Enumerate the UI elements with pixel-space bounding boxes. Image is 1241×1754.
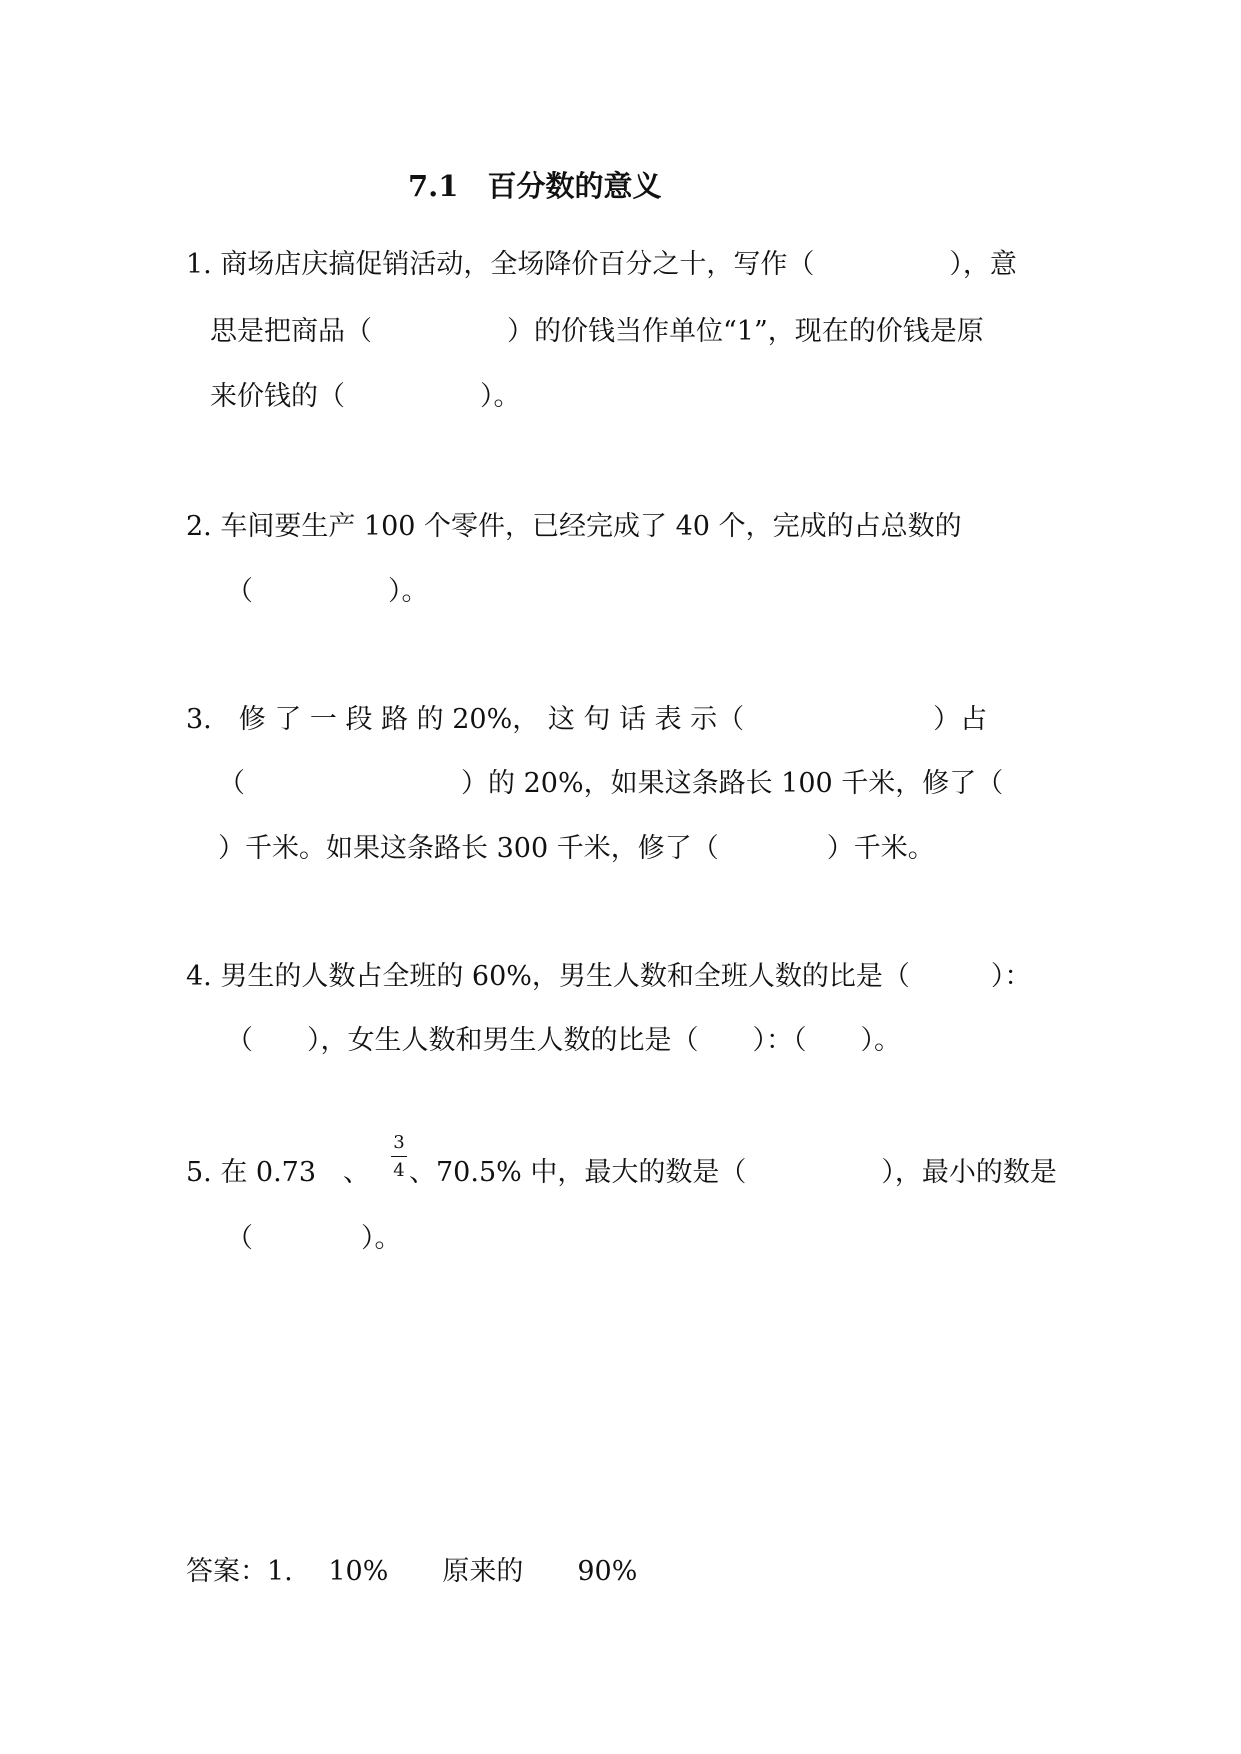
answer-line: 答案：1. 10% 原来的 90% [186, 1556, 638, 1587]
question-5-line-2: （ ）。 [226, 1223, 402, 1254]
question-4-line-2: （ ），女生人数和男生人数的比是（ ）：（ ）。 [226, 1025, 901, 1056]
question-3-line-1: 3. 修 了 一 段 路 的 20%， 这 句 话 表 示（ ）占 [186, 704, 988, 735]
page-title: 7.1 百分数的意义 [408, 169, 662, 203]
question-2-line-2: （ ）。 [226, 576, 429, 607]
question-2-line-1: 2. 车间要生产 100 个零件，已经完成了 40 个，完成的占总数的 [186, 511, 962, 542]
fraction-denominator: 4 [393, 1160, 405, 1181]
question-3-line-3: ）千米。如果这条路长 300 千米，修了（ ）千米。 [218, 833, 935, 864]
fraction-numerator: 3 [393, 1132, 405, 1153]
question-1-line-2: 思是把商品（ ）的价钱当作单位“1”，现在的价钱是原 [210, 316, 984, 347]
question-5-line-1b: 、70.5% 中，最大的数是（ ），最小的数是 [409, 1157, 1057, 1188]
question-3-line-2: （ ）的 20%，如果这条路长 100 千米，修了（ [218, 768, 1004, 799]
question-1-line-3: 来价钱的（ ）。 [210, 381, 521, 412]
question-4-line-1: 4. 男生的人数占全班的 60%，男生人数和全班人数的比是（ ）： [186, 961, 1032, 992]
question-5-line-1a: 5. 在 0.73 、 [186, 1157, 371, 1188]
question-1-line-1: 1. 商场店庆搞促销活动，全场降价百分之十，写作（ ），意 [186, 249, 1017, 280]
fraction-three-quarters [391, 1133, 407, 1181]
fraction-bar [391, 1156, 407, 1157]
